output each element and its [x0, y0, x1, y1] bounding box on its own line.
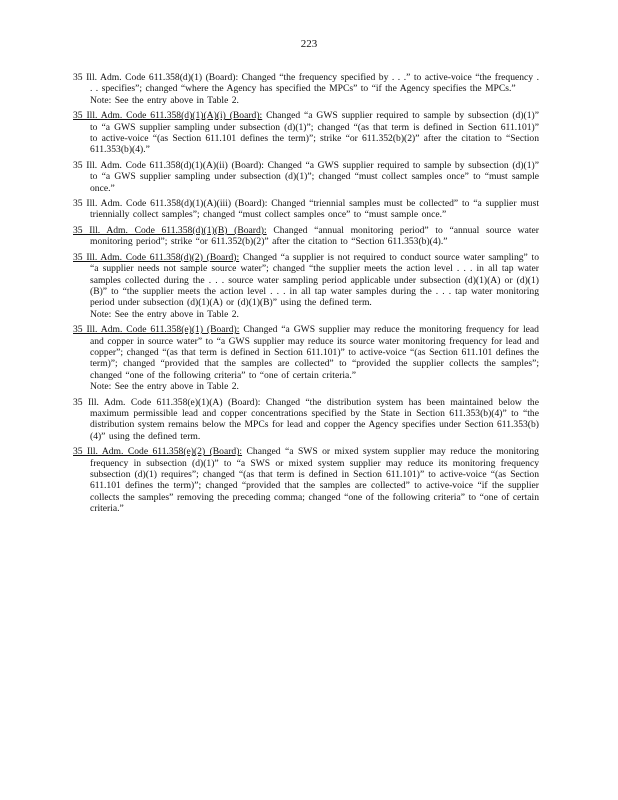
entry-text: [73, 446, 539, 514]
list-item: [73, 252, 539, 320]
list-item: [73, 110, 539, 156]
list-item: [73, 160, 539, 194]
entry-note: Note: See the entry above in Table 2.: [90, 381, 239, 393]
entry-body: Changed “a GWS supplier required to sample by subsection (d)(1)” to “a GWS supplier sampling under subsection (d)(1)”; changed “(as that term is defined in Section 611.101)” to active-voice “(as Section 611.101 defines the term)”; strike “or 611.352(b)(2)” after the citation to “Section 611.353(b)(4).”: [90, 110, 539, 156]
entry-citation: 35 Ill. Adm. Code 611.358(e)(1)(A) (Board):: [73, 396, 261, 408]
list-item: [73, 397, 539, 443]
entry-citation: 35 Ill. Adm. Code 611.358(d)(1)(A)(iii) (Board):: [73, 198, 268, 210]
list-item: [73, 225, 539, 248]
entry-list: [73, 72, 539, 519]
entry-text: [73, 160, 539, 194]
entry-body: Changed “a SWS or mixed system supplier may reduce the monitoring frequency in subsection (d)(1)” to “a SWS or mixed system supplier may reduce its monitoring frequency subsection (d)(1) requires”; changed “(as that term is defined in Section 611.101)” to active-voice “(as Section 611.101 defines the term)”; changed “provided that the samples are collected” to active-voice “if the supplier collects the samples” removing the preceding comma; changed “one of the following criteria” to “one of certain criteria.”: [90, 446, 539, 515]
entry-text: [73, 225, 539, 248]
entry-text: [73, 324, 539, 381]
list-item: [73, 446, 539, 514]
entry-body: Changed “a GWS supplier required to sample by subsection (d)(1)” to “a GWS supplier sampling under subsection (d)(1)”; changed “must collect samples once” to “must sample once.”: [90, 159, 539, 194]
entry-citation: 35 Ill. Adm. Code 611.358(e)(2) (Board):: [73, 446, 243, 458]
page-number: 223: [300, 38, 318, 50]
entry-note: Note: See the entry above in Table 2.: [90, 308, 239, 320]
entry-citation: 35 Ill. Adm. Code 611.358(d)(1) (Board):: [73, 72, 239, 83]
entry-text: [73, 397, 539, 443]
entry-body: Changed “the distribution system has been maintained below the maximum permissible lead and copper concentrations specified by the State in Section 611.353(b)(4)” to “the distribution system remains below the MPCs for lead and copper the Agency specifies under Section 611.353(b)(4)” using the defined term.: [90, 396, 539, 442]
entry-body: Changed “a GWS supplier may reduce the monitoring frequency for lead and copper in source water” to “a GWS supplier may reduce its source water monitoring frequency for lead and copper”; changed “(as that term is defined in Section 611.101)” to active-voice “(as Section 611.101 defines the term)”; changed “provided that the samples are collected” to “provided the supplier collects the samples”; changed “one of the following criteria” to “one of certain criteria.”: [90, 324, 539, 381]
entry-text: [73, 72, 539, 95]
list-item: [73, 72, 539, 106]
entry-citation: 35 Ill. Adm. Code 611.358(d)(1)(B) (Board):: [73, 224, 267, 236]
entry-citation: 35 Ill. Adm. Code 611.358(d)(1)(A)(ii) (Board):: [73, 159, 264, 171]
entry-citation: 35 Ill. Adm. Code 611.358(d)(2) (Board):: [73, 251, 240, 263]
entry-body: Changed “triennial samples must be collected” to “a supplier must triennially collect samples”; changed “must collect samples once” to “must sample once.”: [90, 198, 539, 221]
entry-text: [73, 198, 539, 221]
entry-body: Changed “a supplier is not required to conduct source water sampling” to “a supplier needs not sample source water”; changed “the supplier meets the action level . . . in all tap water samples collected during the . . . source water sampling period applicable under subsection (d)(1)(A) or (d)(1)(B)” to “the supplier meets the action level . . . in all tap water samples during the . . . tap water monitoring period under subsection (d)(1)(A) or (d)(1)(B)” using the defined term.: [90, 251, 539, 309]
entry-citation: 35 Ill. Adm. Code 611.358(d)(1)(A)(i) (Board):: [73, 110, 263, 122]
entry-text: [73, 252, 539, 309]
entry-citation: 35 Ill. Adm. Code 611.358(e)(1) (Board):: [73, 324, 240, 336]
entry-body: Changed “the frequency specified by . . .” to active-voice “the frequency . . . specifies”; changed “where the Agency has specified the MPCs” to “if the Agency specifies the MPCs.”: [90, 72, 540, 95]
list-item: [73, 198, 539, 221]
entry-note: Note: See the entry above in Table 2.: [90, 94, 239, 106]
list-item: [73, 324, 539, 392]
entry-body: Changed “annual monitoring period” to “annual source water monitoring period”; strike “or 611.352(b)(2)” after the citation to “Section 611.353(b)(4).”: [90, 224, 539, 248]
entry-text: [73, 110, 539, 156]
